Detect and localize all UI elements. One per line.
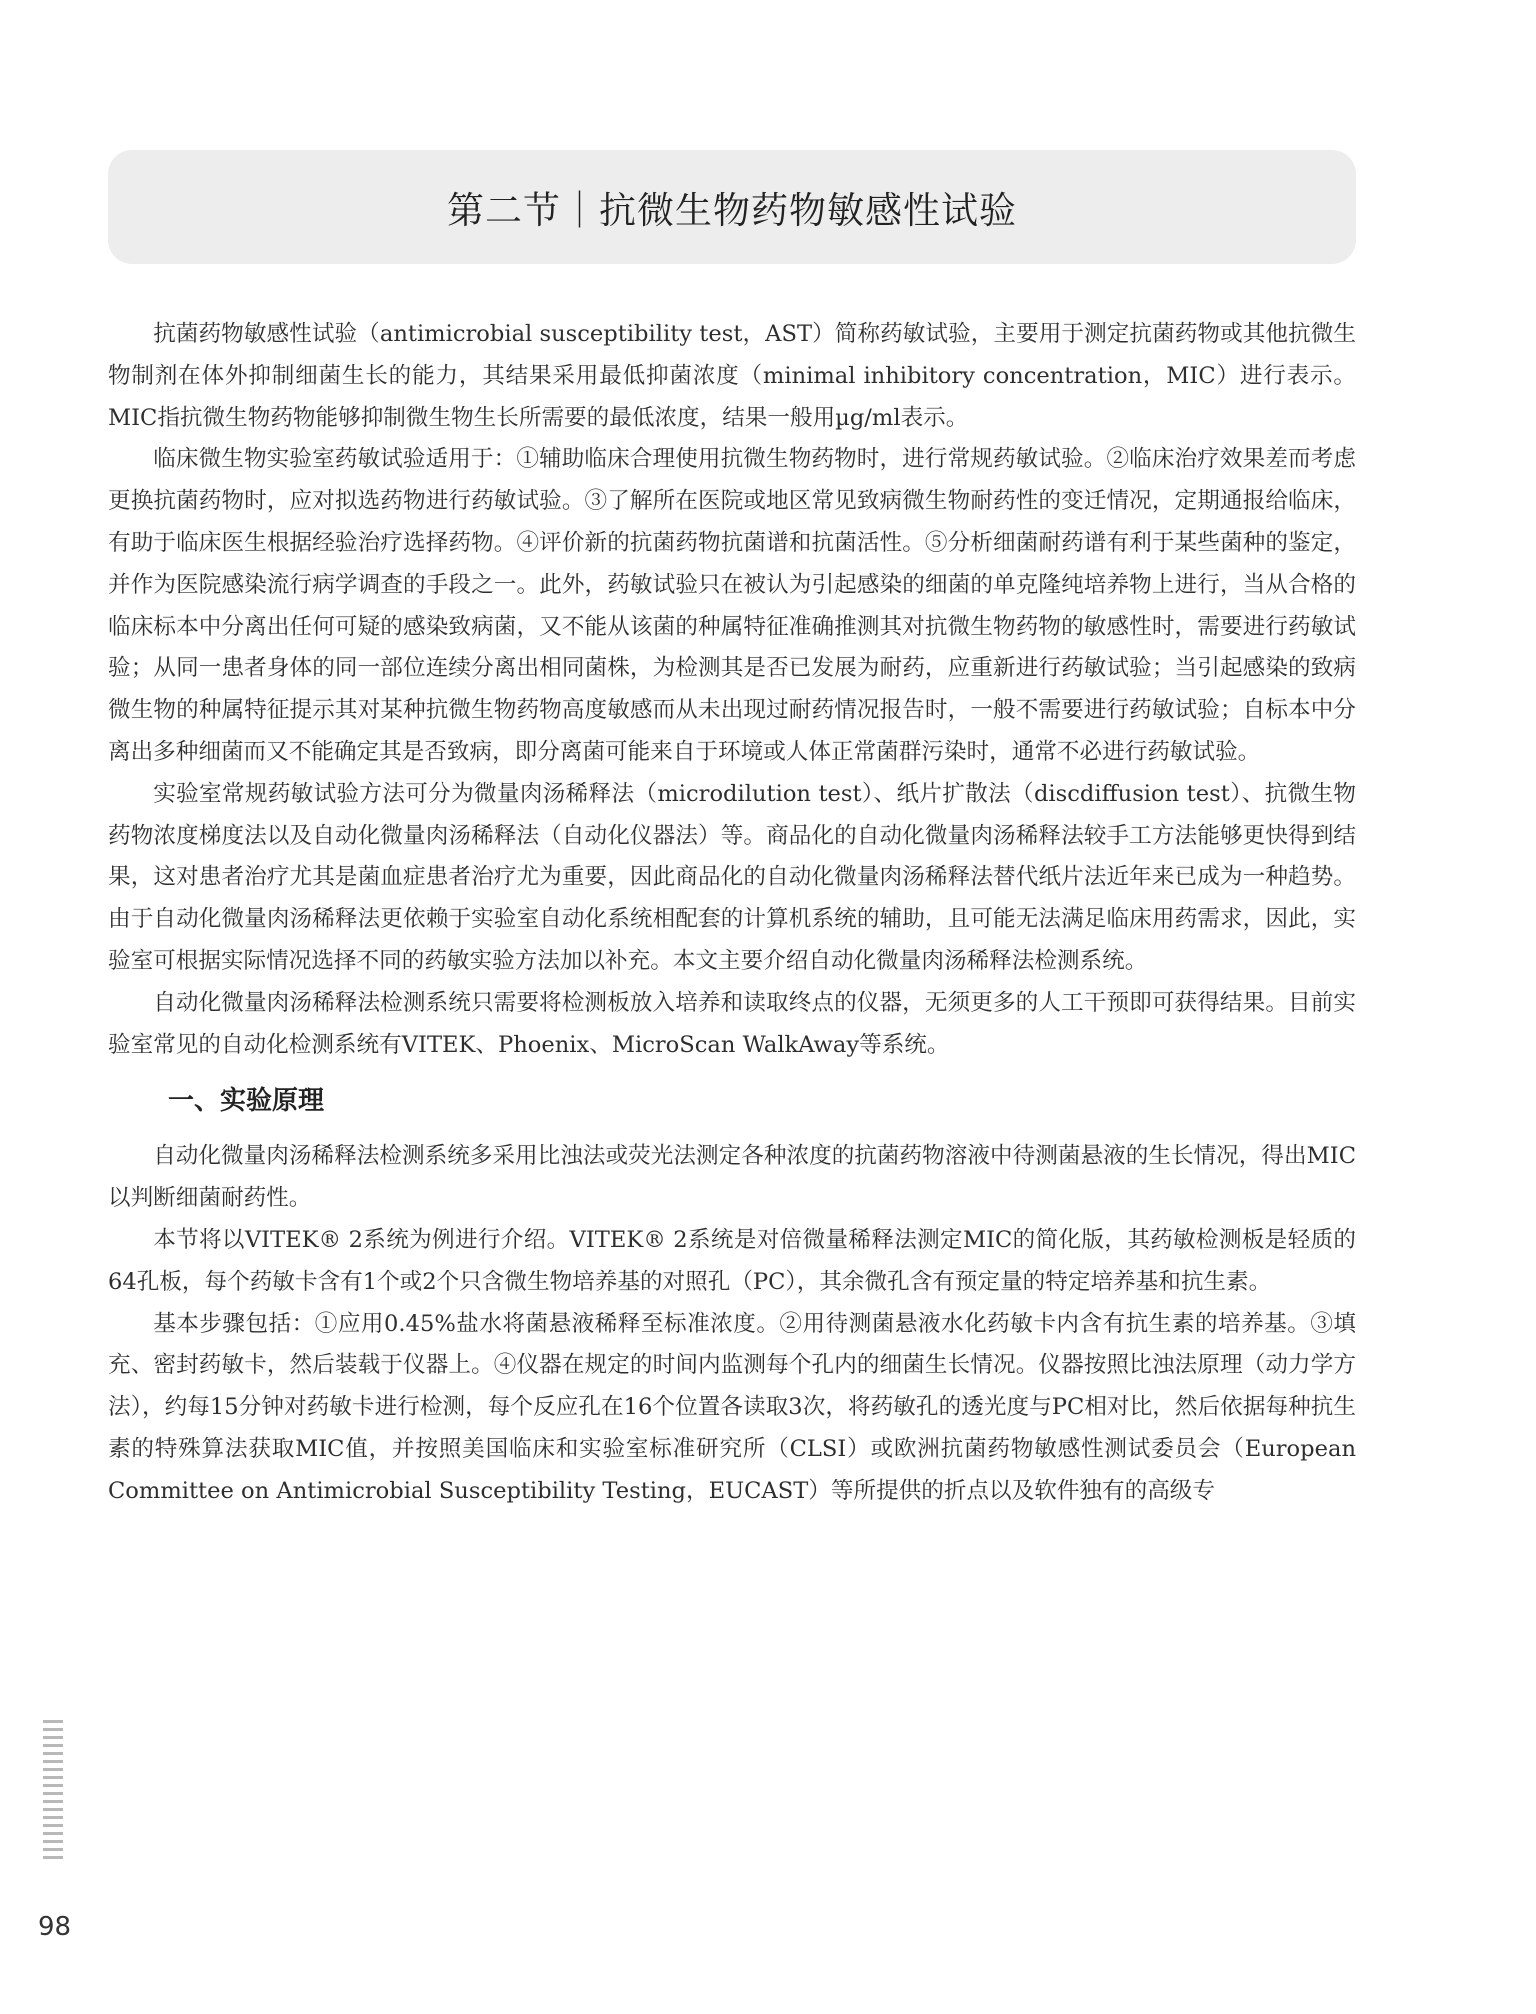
margin-bar (43, 1856, 63, 1859)
paragraph-principle: 自动化微量肉汤稀释法检测系统多采用比浊法或荧光法测定各种浓度的抗菌药物溶液中待测菌悬液的生长情况，得出MIC以判断细菌耐药性。 (108, 1143, 1356, 1212)
margin-bar (43, 1792, 63, 1795)
margin-bar (43, 1832, 63, 1835)
margin-bar (43, 1768, 63, 1771)
paragraph-indications: 临床微生物实验室药敏试验适用于：①辅助临床合理使用抗微生物药物时，进行常规药敏试验。②临床治疗效果差而考虑更换抗菌药物时，应对拟选药物进行药敏试验。③了解所在医院或地区常见致病微生物耐药性的变迁情况，定期通报给临床，有助于临床医生根据经验治疗选择药物。④评价新的抗菌药物抗菌谱和抗菌活性。⑤分析细菌耐药谱有利于某些菌种的鉴定，并作为医院感染流行病学调查的手段之一。此外，药敏试验只在被认为引起感染的细菌的单克隆纯培养物上进行，当从合格的临床标本中分离出任何可疑的感染致病菌，又不能从该菌的种属特征准确推测其对抗微生物药物的敏感性时，需要进行药敏试验；从同一患者身体的同一部位连续分离出相同菌株，为检测其是否已发展为耐药，应重新进行药敏试验；当引起感染的致病微生物的种属特征提示其对某种抗微生物药物高度敏感而从未出现过耐药情况报告时，一般不需要进行药敏试验；自标本中分离出多种细菌而又不能确定其是否致病，即分离菌可能来自于环境或人体正常菌群污染时，通常不必进行药敏试验。 (108, 446, 1356, 765)
margin-bar (43, 1816, 63, 1819)
margin-bar (43, 1800, 63, 1803)
margin-bar (43, 1728, 63, 1731)
section-title: 第二节｜抗微生物药物敏感性试验 (447, 189, 1017, 232)
margin-bar (43, 1720, 63, 1723)
margin-bar (43, 1848, 63, 1851)
margin-bar (43, 1752, 63, 1755)
margin-bar (43, 1808, 63, 1811)
margin-bar (43, 1760, 63, 1763)
paragraph-steps: 基本步骤包括：①应用0.45%盐水将菌悬液稀释至标准浓度。②用待测菌悬液水化药敏卡内含有抗生素的培养基。③填充、密封药敏卡，然后装载于仪器上。④仪器在规定的时间内监测每个孔内的细菌生长情况。仪器按照比浊法原理（动力学方法），约每15分钟对药敏卡进行检测，每个反应孔在16个位置各读取3次，将药敏孔的透光度与PC相对比，然后依据每种抗生素的特殊算法获取MIC值，并按照美国临床和实验室标准研究所（CLSI）或欧洲抗菌药物敏感性测试委员会（European Committee on Antimicrobial Susceptibility Testing，EUCAST）等所提供的折点以及软件独有的高级专 (108, 1310, 1356, 1504)
paragraph-methods: 实验室常规药敏试验方法可分为微量肉汤稀释法（microdilution test）、纸片扩散法（discdiffusion test）、抗微生物药物浓度梯度法以及自动化微量肉汤稀释法（自动化仪器法）等。商品化的自动化微量肉汤稀释法较手工方法能够更快得到结果，这对患者治疗尤其是菌血症患者治疗尤为重要，因此商品化的自动化微量肉汤稀释法替代纸片法近年来已成为一种趋势。由于自动化微量肉汤稀释法更依赖于实验室自动化系统相配套的计算机系统的辅助，且可能无法满足临床用药需求，因此，实验室可根据实际情况选择不同的药敏实验方法加以补充。本文主要介绍自动化微量肉汤稀释法检测系统。 (108, 780, 1356, 974)
section-heading-principle: 一、实验原理 (168, 1086, 325, 1117)
margin-bar (43, 1824, 63, 1827)
section-header (108, 150, 1356, 264)
paragraph-vitek: 本节将以VITEK® 2系统为例进行介绍。VITEK® 2系统是对倍微量稀释法测定MIC的简化版，其药敏检测板是轻质的64孔板，每个药敏卡含有1个或2个只含微生物培养基的对照孔（PC），其余微孔含有预定量的特定培养基和抗生素。 (108, 1226, 1356, 1295)
margin-bar (43, 1784, 63, 1787)
paragraph-ast-definition: 抗菌药物敏感性试验（antimicrobial susceptibility test，AST）简称药敏试验，主要用于测定抗菌药物或其他抗微生物制剂在体外抑制细菌生长的能力，其结果采用最低抑菌浓度（minimal inhibitory concentration，MIC）进行表示。MIC指抗微生物药物能够抑制微生物生长所需要的最低浓度，结果一般用µg/ml表示。 (108, 321, 1356, 431)
page-number: 98 (38, 1912, 72, 1942)
margin-bar (43, 1736, 63, 1739)
margin-bar (43, 1840, 63, 1843)
margin-decoration (43, 1720, 63, 1864)
body-text (108, 314, 1356, 1513)
paragraph-automated-systems: 自动化微量肉汤稀释法检测系统只需要将检测板放入培养和读取终点的仪器，无须更多的人工干预即可获得结果。目前实验室常见的自动化检测系统有VITEK、Phoenix、MicroScan WalkAway等系统。 (108, 989, 1356, 1058)
margin-bar (43, 1744, 63, 1747)
margin-bar (43, 1776, 63, 1779)
